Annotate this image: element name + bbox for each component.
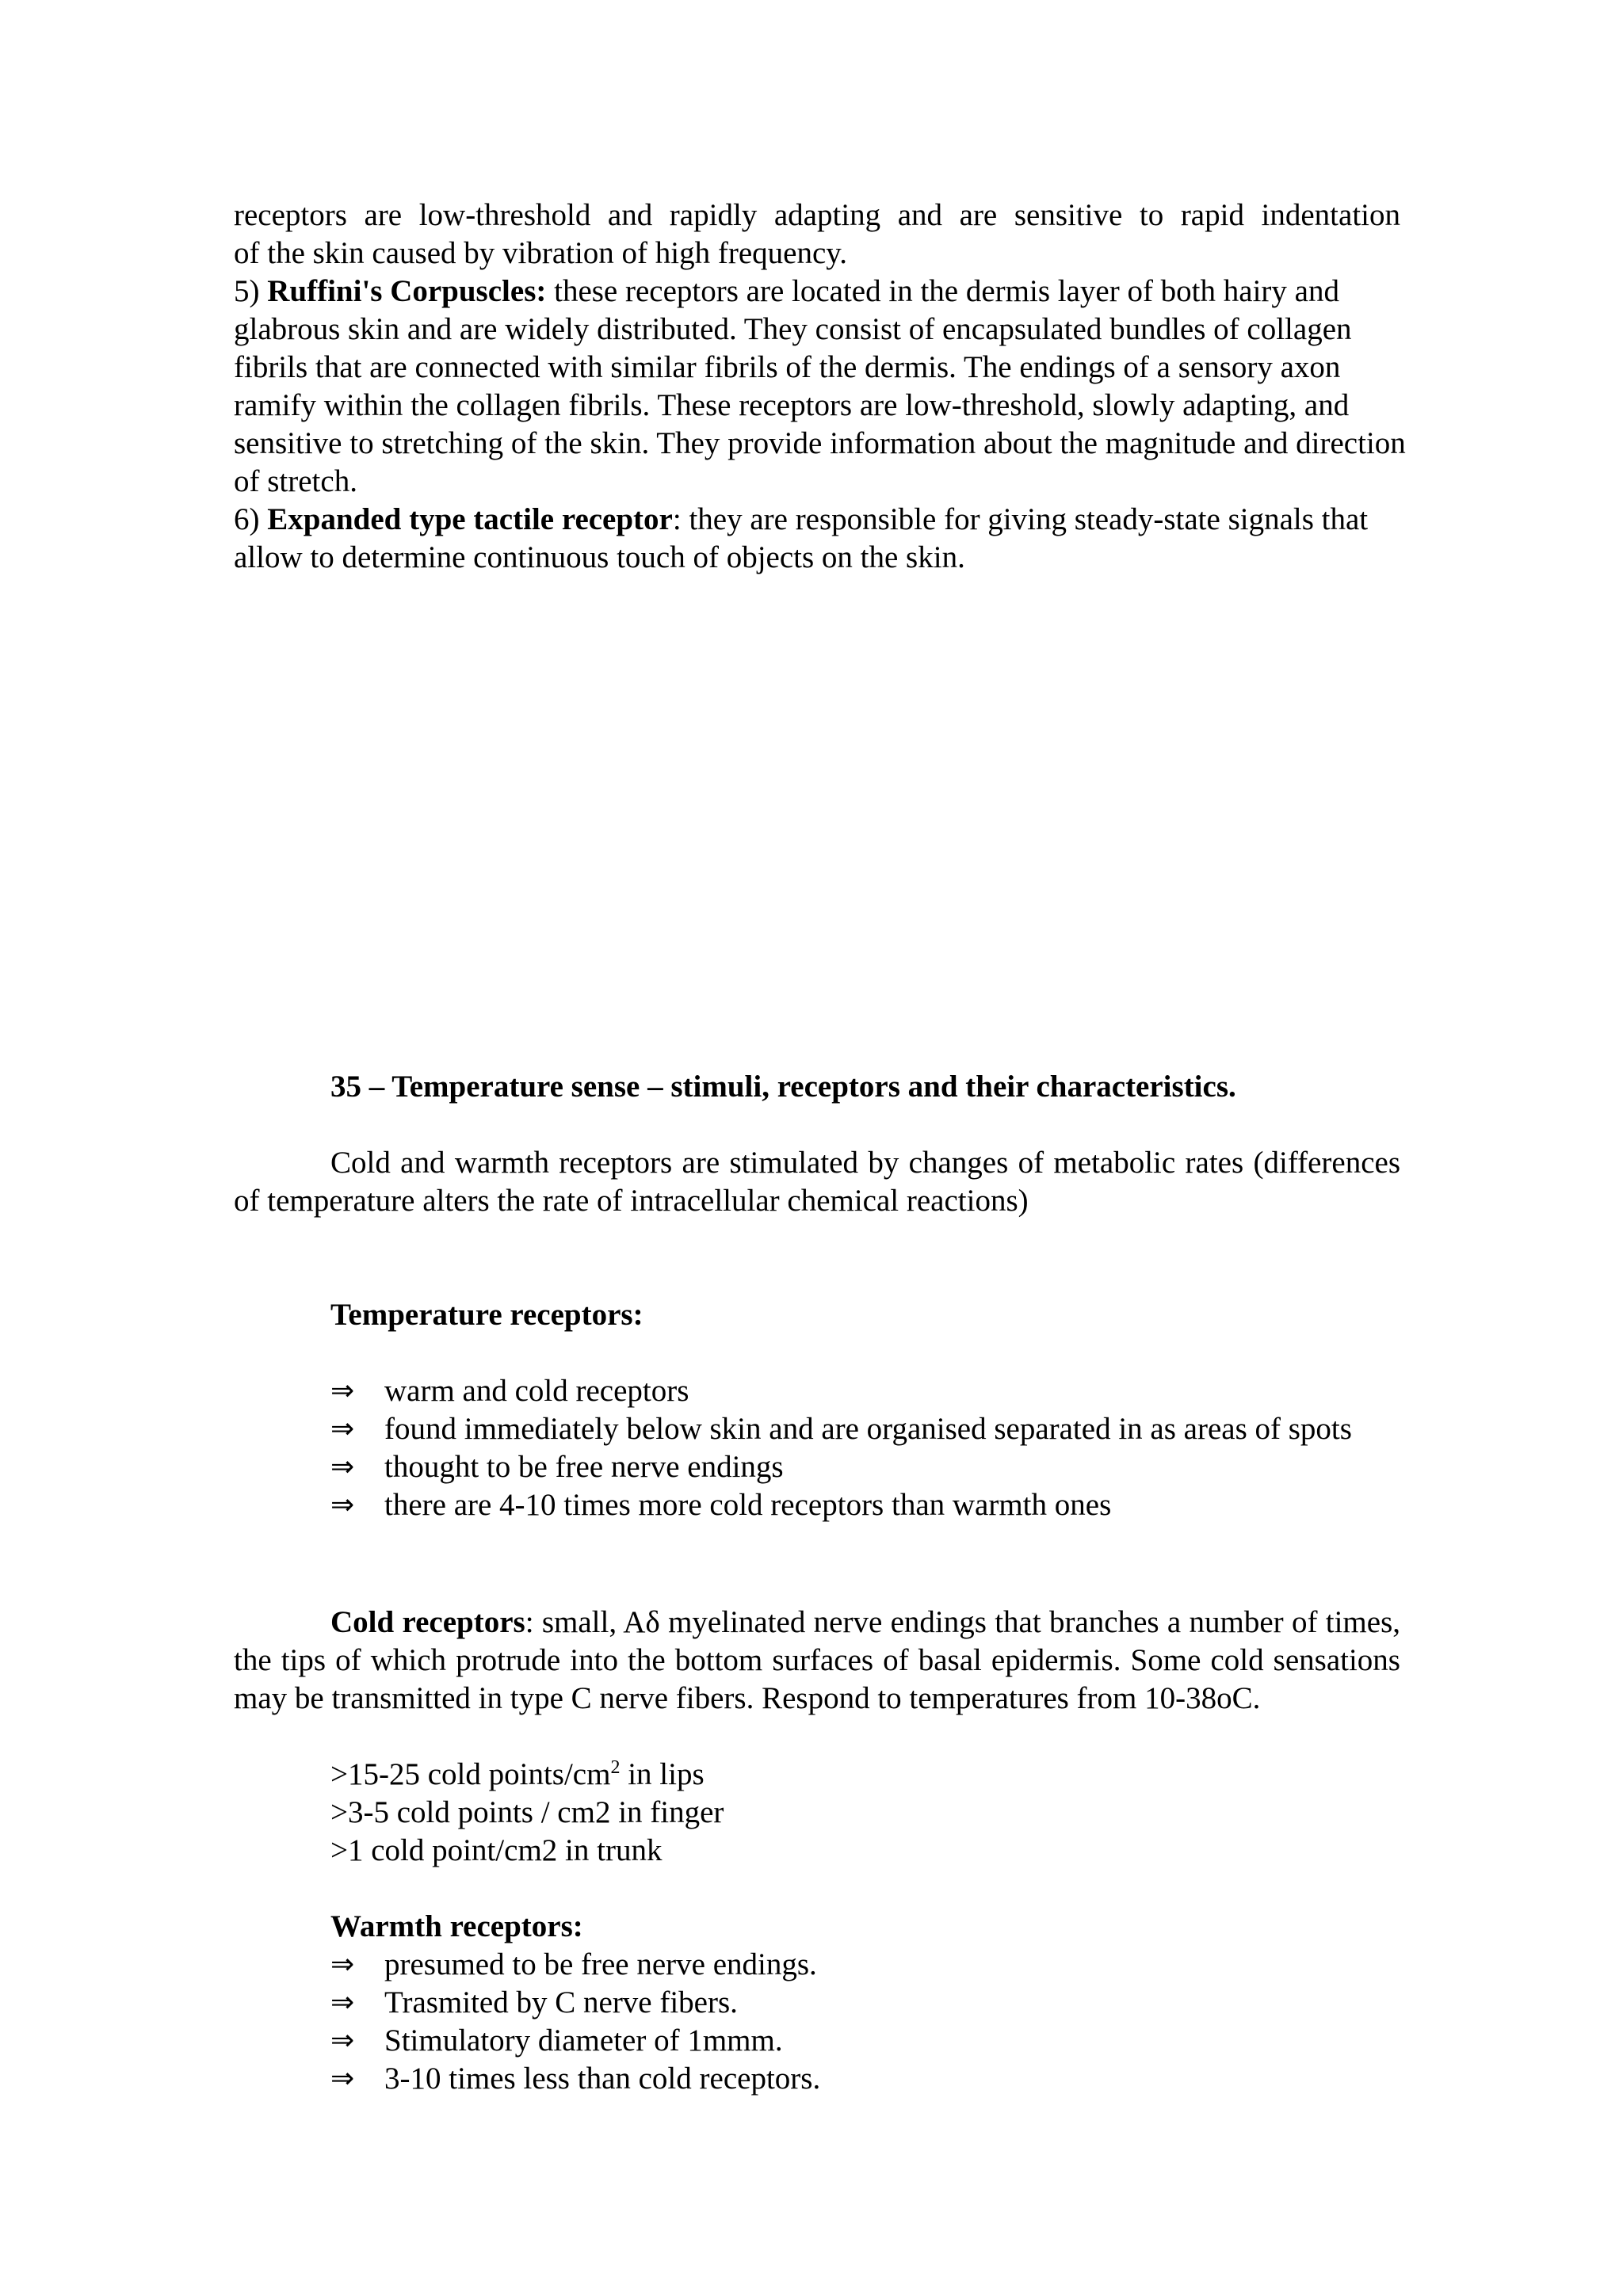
cold-receptors-title: Cold receptors xyxy=(330,1605,525,1639)
double-arrow-icon: ⇒ xyxy=(330,1451,355,1483)
list-number: 5) xyxy=(234,274,268,308)
ruffini-title: Ruffini's Corpuscles: xyxy=(267,274,547,308)
list-item: ⇒ warm and cold receptors xyxy=(330,1372,1400,1410)
double-arrow-icon: ⇒ xyxy=(330,1489,355,1521)
density-lips: >15-25 cold points/$cm^2$ in lips xyxy=(330,1757,705,1791)
temperature-receptors-heading: Temperature receptors: xyxy=(330,1298,643,1332)
list-item: ⇒ Stimulatory diameter of 1mmm. xyxy=(330,2022,1400,2060)
density-finger: >3-5 cold points / cm2 in finger xyxy=(330,1795,724,1829)
list-item: ⇒ 3-10 times less than cold receptors. xyxy=(330,2060,1400,2098)
temperature-receptors-list xyxy=(330,1372,1400,1524)
expanded-receptor-paragraph xyxy=(234,501,1400,577)
cold-receptors-paragraph xyxy=(234,1604,1400,1718)
double-arrow-icon: ⇒ xyxy=(330,1948,355,1981)
double-arrow-icon: ⇒ xyxy=(330,1375,355,1407)
receptor-continuation xyxy=(234,196,1400,273)
expanded-title: Expanded type tactile receptor xyxy=(267,502,673,536)
list-item: ⇒ found immediately below skin and are organised separated in as areas of spots xyxy=(330,1410,1400,1448)
double-arrow-icon: ⇒ xyxy=(330,2024,355,2057)
double-arrow-icon: ⇒ xyxy=(330,1986,355,2019)
section-heading: 35 – Temperature sense – stimuli, receptors and their characteristics. xyxy=(330,1070,1236,1104)
cold-receptors-text: : small, Aδ myelinated nerve endings that branches a number of times, the tips of which protrude into the bottom surfaces of basal epidermis. Some cold sensations may be transmitted in type C nerve fibers. Respond to temperatures from 10-38oC. xyxy=(234,1605,1401,1715)
double-arrow-icon: ⇒ xyxy=(330,1413,355,1445)
double-arrow-icon: ⇒ xyxy=(330,2062,355,2095)
paragraph-line: receptors are low-threshold and rapidly adapting and are sensitive to rapid indentation xyxy=(234,198,1400,232)
list-item: ⇒ thought to be free nerve endings xyxy=(330,1448,1400,1486)
intro-paragraph: Cold and warmth receptors are stimulated by changes of metabolic rates (differences of temperature alters the rate of intracellular chemical reactions) xyxy=(234,1146,1400,1218)
list-item: ⇒ there are 4-10 times more cold receptors than warmth ones xyxy=(330,1486,1400,1524)
warmth-receptors-heading: Warmth receptors: xyxy=(330,1909,583,1943)
paragraph-line: of the skin caused by vibration of high frequency. xyxy=(234,236,848,270)
expanded-text: : they are responsible for giving steady-state signals that allow to determine continuous touch of objects on the skin. xyxy=(234,502,1369,574)
list-item: ⇒ Trasmited by C nerve fibers. xyxy=(330,1984,1400,2022)
density-trunk: >1 cold point/cm2 in trunk xyxy=(330,1833,663,1867)
ruffini-text: these receptors are located in the dermis layer of both hairy and glabrous skin and are widely distributed. They consist of encapsulated bundles of collagen fibrils that are connected with similar fibrils of the dermis. The endings of a sensory axon ramify within the collagen fibrils. These receptors are low-threshold, slowly adapting, and sensitive to stretching of the skin. They provide information about the magnitude and direction of stretch. xyxy=(234,274,1406,498)
list-number: 6) xyxy=(234,502,268,536)
warmth-receptors-list xyxy=(330,1946,1400,2098)
list-item: ⇒ presumed to be free nerve endings. xyxy=(330,1946,1400,1984)
ruffini-paragraph xyxy=(234,273,1415,501)
